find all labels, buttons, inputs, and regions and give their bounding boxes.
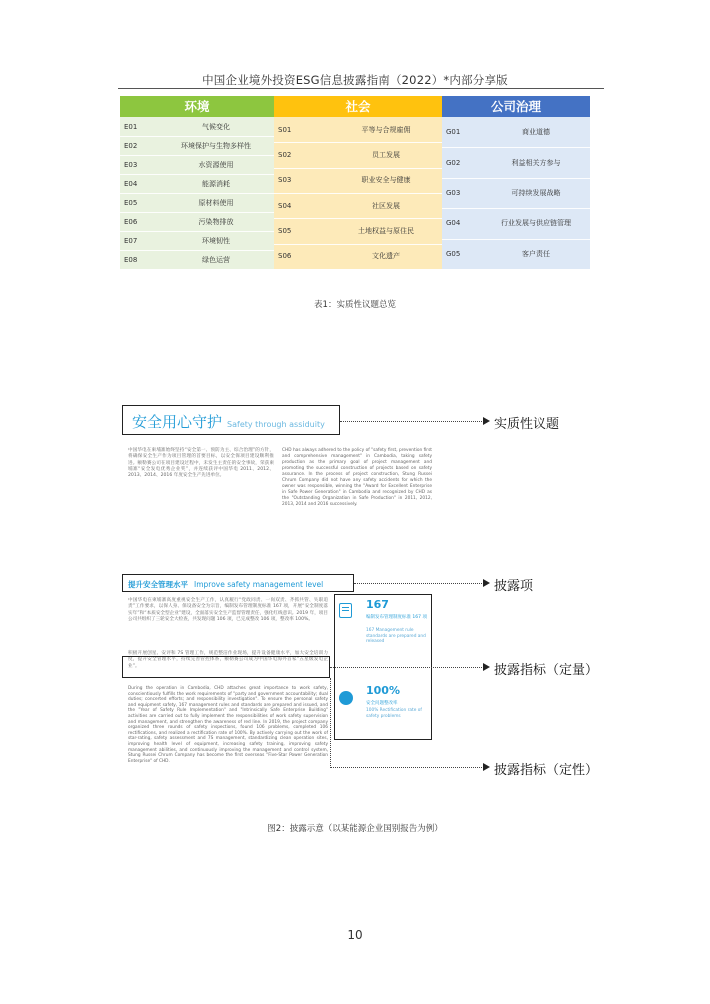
row-divider [120,231,274,232]
governance-body [442,117,590,269]
issue-name: 文化遗产 [372,252,400,261]
issue-row [120,174,274,193]
row-divider [274,168,442,169]
table-caption: 表1：实质性议题总览 [314,300,396,310]
connector-line [340,421,484,422]
document-icon-line [342,607,349,608]
issue-code: E04 [124,179,138,188]
issue-name: 水资源使用 [198,160,234,169]
issue-row [274,218,442,243]
shield-check-icon [339,691,353,705]
row-divider [274,244,442,245]
row-divider [120,212,274,213]
issue-row [120,117,274,136]
row-divider [274,193,442,194]
issue-code: E08 [124,255,138,264]
issue-row [274,142,442,167]
row-divider [120,250,274,251]
issue-code: S03 [278,176,292,185]
issue-row [120,250,274,269]
label-material-issue: 实质性议题 [494,417,560,432]
issue-code: E01 [124,122,138,131]
row-divider [120,155,274,156]
issue-name: 气候变化 [202,122,230,131]
issue-name: 员工发展 [372,150,400,159]
issue-row [442,178,590,208]
label-quantitative: 披露指标（定量） [494,663,599,678]
issue-code: S01 [278,125,292,134]
body-text-en: During the operation in Cambodia, CHD attaches great importance to work safety, conscientiously fulfills the work requirements of "party and government accountability; dual duties; concerted efforts; and responsibility investigation". To ensure the personal safety and equipment safety, 167 management rules and standards are prepared and issued, and the "Year of Safety Rule Implementation" and "Intrinsically Safe Enterprise Building" activities are carried out to fully implement the responsibilities of work safety supervision and management, and strengthen the awareness of red line. In 2019, the project company organized three rounds of safety inspections, found 106 problems, completed 106 rectifications, and realized a rectification rate of 100%. By actively carrying out the work of star-rating, safety assessment and 7S management, standardizing clean operation sites, improving health level of equipment, increasing safety training, improving safety management abilities, and continuously improving the management and control system, Stung Russei Chrum Company has become the first overseas "Five-Star Power Generation Enterprise" of CHD. [128,686,328,764]
row-divider [442,147,590,148]
issue-code: G04 [446,219,461,228]
issue-code: S06 [278,252,292,261]
label-qualitative: 披露指标（定性） [494,763,599,778]
arrow-icon [483,663,490,671]
issue-row [274,168,442,193]
issue-name: 平等与合规雇佣 [361,125,411,134]
issue-row [442,208,590,238]
metric-label-en: 100% Rectification rate of safety problems [366,708,422,719]
connector-line [330,678,331,768]
issue-row [442,239,590,269]
row-divider [120,136,274,137]
qualitative-highlight [122,656,330,678]
issue-row [120,212,274,231]
section-title-en: Improve safety management level [194,580,324,589]
issue-row [120,136,274,155]
issue-code: E06 [124,217,138,226]
issue-row [274,117,442,142]
issue-code: E03 [124,160,138,169]
row-divider [442,208,590,209]
row-divider [442,178,590,179]
metric-label-en: 167 Management rule standards are prepared and released [366,628,426,644]
row-divider [442,239,590,240]
issue-code: G01 [446,128,461,137]
environment-column [120,96,274,269]
disclosure-section-title [128,579,323,590]
issue-name: 原材料使用 [198,198,234,207]
arrow-icon [483,763,490,771]
figure-section-title [132,411,325,432]
issue-code: G02 [446,158,461,167]
issue-code: S04 [278,201,292,210]
issue-name: 可持续发展战略 [511,188,561,197]
header-rule [118,88,604,89]
issue-code: S05 [278,226,292,235]
issue-row [120,155,274,174]
issue-name: 行业发展与供应链管理 [501,219,571,228]
issue-name: 环境韧性 [202,236,230,245]
metric-label-cn: 安全问题整改率 [366,701,398,706]
figure-title-cn: 安全用心守护 [132,413,223,431]
metric-value-167: 167 [366,598,389,611]
body-text-cn-1: 中国华电在柬埔寨高度重视安全生产工作，认真履行“党政同责、一岗双责、齐抓共管、失职追责”工作要求，以保人身、保设备安全为宗旨，编制发布管理制度标准 167 项，开展“安全制度落实年”和“本质安全型企业”建设，全面落实安全生产监督管理责任，强化红线意识。2019 年，项目公司共组织了三轮安全大检查，共发现问题 106 项，已完成整改 106 项，整改率 100%。 [128,598,328,622]
connector-line [354,583,484,584]
issue-name: 商业道德 [522,128,550,137]
section-title-cn: 提升安全管理水平 [128,580,188,589]
issue-name: 能源消耗 [202,179,230,188]
issue-name: 土地权益与原住民 [358,226,414,235]
issue-row [120,231,274,250]
arrow-icon [483,417,490,425]
connector-line [330,767,484,768]
issue-row [442,117,590,147]
metric-value-100: 100% [366,684,400,697]
arrow-icon [483,579,490,587]
issue-code: G05 [446,249,461,258]
intro-text-cn: 中国华电在柬埔寨始终坚持“安全第一、预防为主、综合治理”的方针，将确保安全生产作为项目管理的首要目标，以安全保项目建设顺利推进。额勒赛公司在项目建设过程中，未发生主责任的安全事故，荣获柬埔寨“安全发电优秀企业奖”，并连续获评中国华电 2011、2012、2013、2014、2016 年度安全生产先进单位。 [128,448,274,479]
issue-name: 污染物排放 [198,217,234,226]
social-column [274,96,442,269]
page-number: 10 [347,928,363,942]
issue-code: E05 [124,198,138,207]
row-divider [120,193,274,194]
row-divider [274,142,442,143]
issue-code: E07 [124,236,138,245]
running-header: 中国企业境外投资ESG信息披露指南（2022）*内部分享版 [202,73,508,87]
issue-code: G03 [446,188,461,197]
intro-text-en: CHD has always adhered to the policy of "safety first, prevention first and comprehensive management" in Cambodia, taking safety production as the primary goal of project management and promoting the successful construction of projects based on safety assurance. In the process of project construction, Stung Russei Chrum Company did not have any safety accidents for which the owner was responsible, winning the "Award for Excellent Enterprise in Safe Power Generation" in Cambodia and recognized by CHD as the "Outstanding Organization in Safe Production" in 2011, 2012, 2013, 2014 and 2016 successively. [282,448,432,507]
figure-caption: 图2：披露示意（以某能源企业国别报告为例） [267,824,443,834]
metric-label-cn: 编制发布管理制度标准 167 项 [366,615,427,620]
issue-name: 社区发展 [372,201,400,210]
connector-line [330,667,484,668]
issue-code: S02 [278,150,292,159]
figure-title-en: Safety through assiduity [227,420,325,429]
issue-name: 职业安全与健康 [361,176,411,185]
issue-row [274,244,442,269]
environment-heading: 环境 [120,96,274,117]
social-heading: 社会 [274,96,442,117]
issue-row [274,193,442,218]
issue-name: 利益相关方参与 [511,158,561,167]
governance-heading: 公司治理 [442,96,590,117]
issue-name: 绿色运营 [202,255,230,264]
environment-body [120,117,274,269]
issue-row [120,193,274,212]
social-body [274,117,442,269]
row-divider [274,218,442,219]
issue-name: 环境保护与生物多样性 [181,141,251,150]
body-text-cn-2: 积极开展创星、安评和 7S 管理工作，规范整洁作业现场，提升设备健康水平，加大安全培训力度，提升安全管理水平，持续完善管控体系，额勒赛公司成为中国华电海外首家“五星级发电企业”。 [128,651,328,669]
governance-column [442,96,590,269]
issue-code: E02 [124,141,138,150]
row-divider [120,174,274,175]
issue-name: 客户责任 [522,249,550,258]
issue-row [442,147,590,177]
document-icon-line [342,610,349,611]
label-disclosure-item: 披露项 [494,579,534,594]
